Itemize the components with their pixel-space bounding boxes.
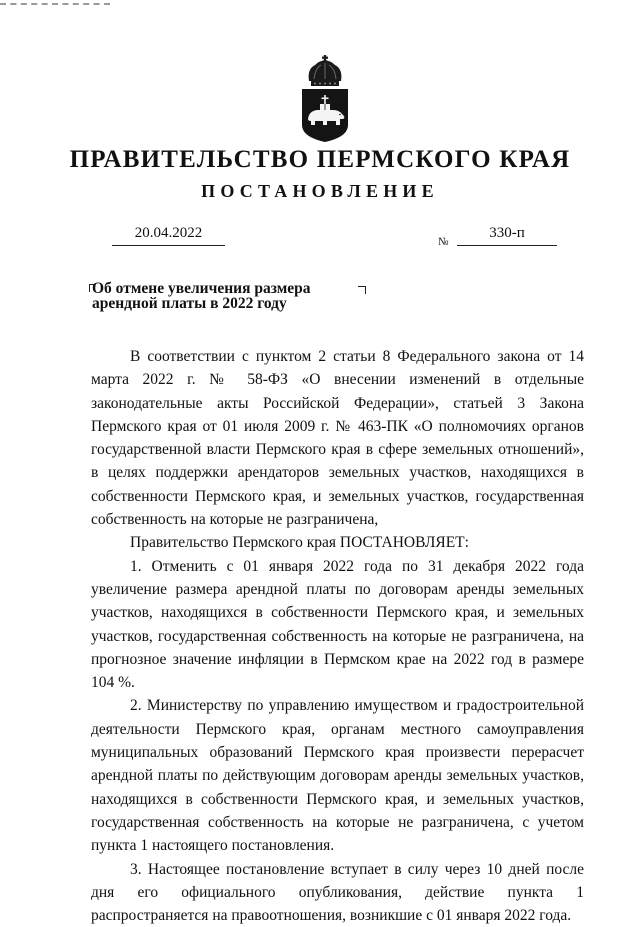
clause-3-paragraph: 3. Настоящее постановление вступает в силу через 10 дней после дня его официального опубликования, действие пункта 1 распространяется на правоотношения, возникшие с 01 января 2022 года. <box>91 860 584 925</box>
subject-corner-mark-right <box>358 286 366 294</box>
document-type: ПОСТАНОВЛЕНИЕ <box>201 181 439 201</box>
resolve-paragraph: Правительство Пермского края ПОСТАНОВЛЯЕТ: <box>130 534 469 552</box>
perm-krai-coat-of-arms-icon <box>299 55 351 143</box>
document-date: 20.04.2022 <box>112 225 225 246</box>
document-subject <box>92 281 342 311</box>
number-sign: № <box>438 236 449 248</box>
government-title: ПРАВИТЕЛЬСТВО ПЕРМСКОГО КРАЯ <box>69 146 571 173</box>
subject-line-1: Об отмене увеличения размера <box>92 280 311 297</box>
scan-edge-mark <box>0 3 110 5</box>
clause-1-paragraph: 1. Отменить с 01 января 2022 года по 31 декабря 2022 года увеличение размера арендной платы по договорам аренды земельных участков, находящихся в собственности Пермского края, и земельных участков, государственная собственность на которые не разграничена, на прогнозное значение инфляции в Пермском крае на 2022 год в размере 104 %. <box>91 557 584 692</box>
clause-2-paragraph: 2. Министерству по управлению имуществом и градостроительной деятельности Пермского края, органам местного самоуправления муниципальных образований Пермского края произвести перерасчет арендной платы по действующим договорам аренды земельных участков, находящихся в собственности Пермского края, и земельных участков, государственная собственность на которые не разграничена, с учетом пункта 1 настоящего постановления. <box>91 697 584 855</box>
preamble-paragraph: В соответствии с пунктом 2 статьи 8 Федерального закона от 14 марта 2022 г. № 58-ФЗ «О внесении изменений в отдельные законодательные акты Российской Федерации», статьей 3 Закона Пермского края от 01 июля 2009 г. № 463-ПК «О полномочиях органов государственной власти Пермского края в сфере земельных отношений», в целях поддержки арендаторов земельных участков, находящихся в собственности Пермского края, и земельных участков, государственная собственность на которые не разграничена, <box>91 348 584 529</box>
document-number: 330-п <box>457 225 557 246</box>
subject-line-2: арендной платы в 2022 году <box>92 295 287 312</box>
document-body <box>91 345 584 927</box>
document-number-field <box>438 225 563 249</box>
